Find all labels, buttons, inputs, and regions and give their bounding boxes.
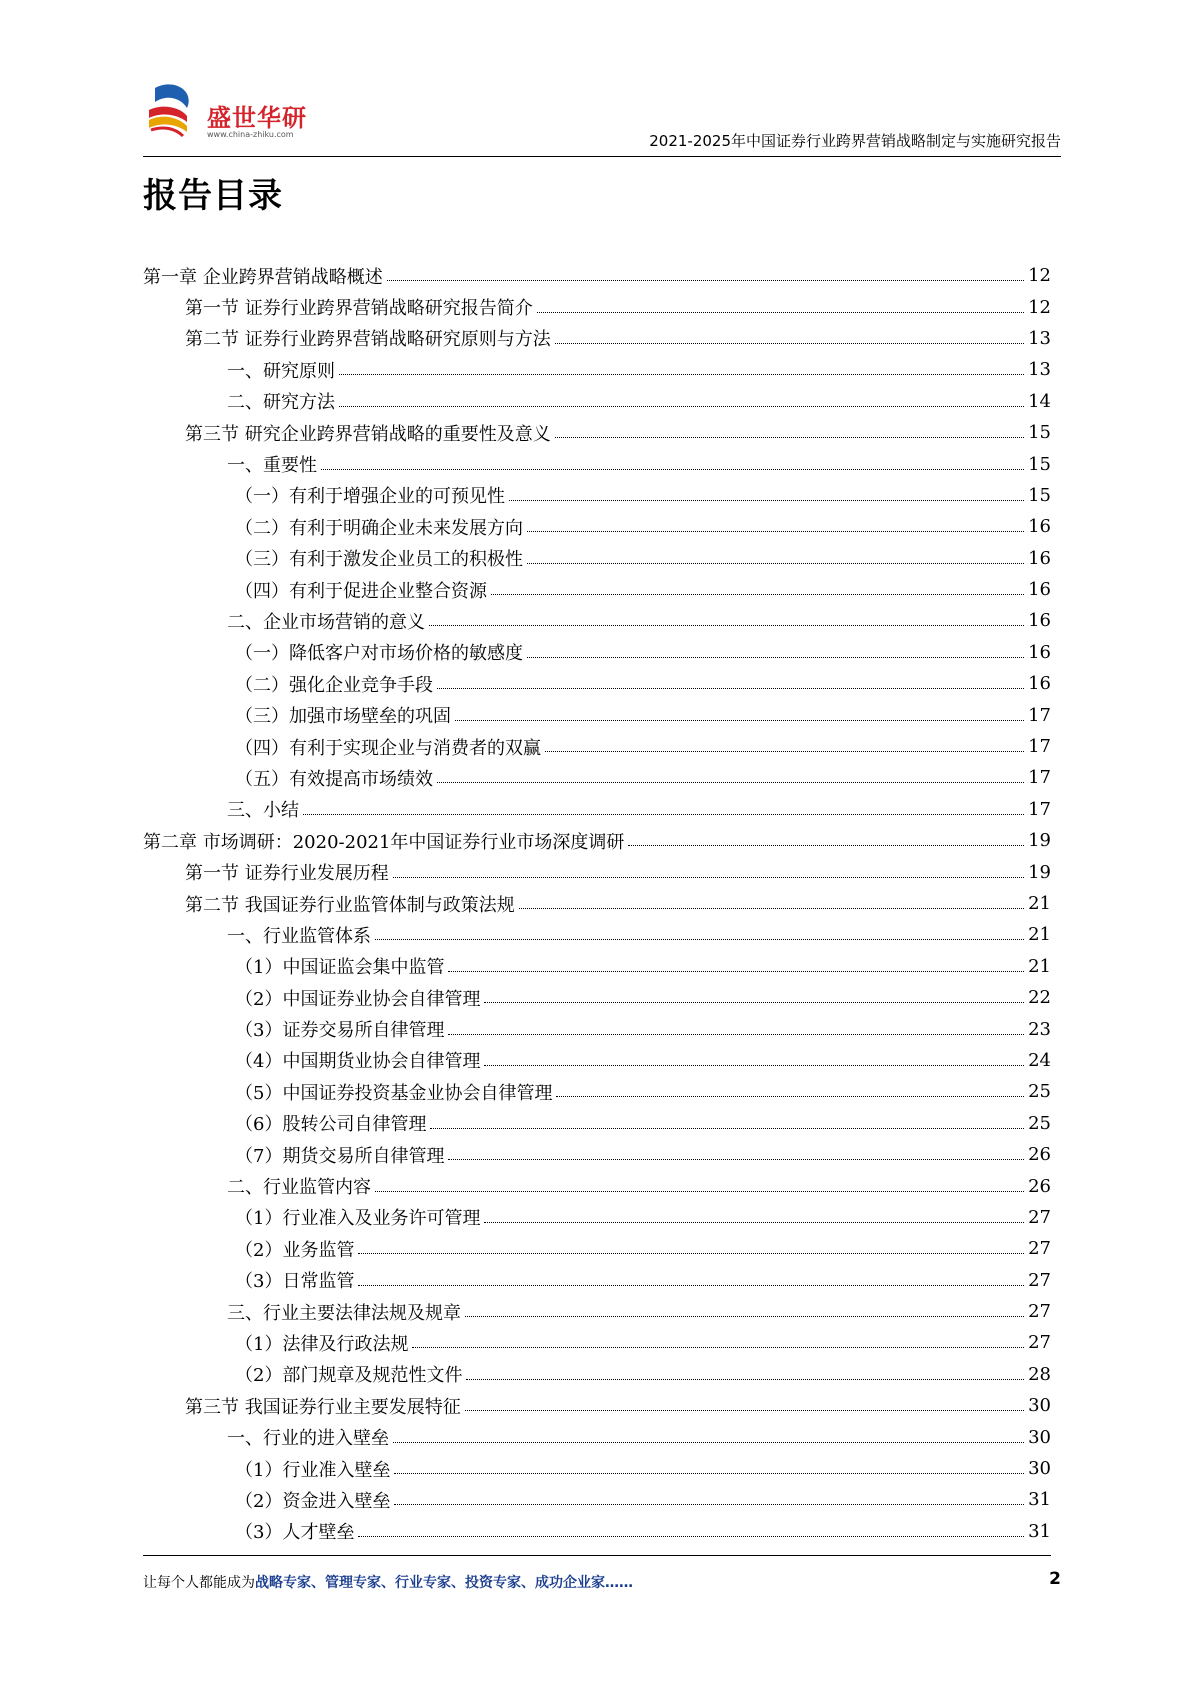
toc-entry[interactable] xyxy=(143,417,1051,448)
toc-entry[interactable] xyxy=(143,762,1051,793)
toc-entry-page: 19 xyxy=(1028,861,1051,883)
toc-entry-title: 第三节 我国证券行业主要发展特征 xyxy=(185,1396,461,1418)
toc-leader-dots xyxy=(375,939,1024,940)
toc-entry[interactable] xyxy=(143,1233,1051,1264)
toc-entry[interactable] xyxy=(143,825,1051,856)
toc-entry-page: 15 xyxy=(1028,484,1051,506)
toc-entry[interactable] xyxy=(143,354,1051,385)
toc-entry-title: （3）人才壁垒 xyxy=(235,1522,355,1544)
toc-entry[interactable] xyxy=(143,1359,1051,1390)
toc-entry-page: 17 xyxy=(1028,704,1051,726)
toc-entry[interactable] xyxy=(143,731,1051,762)
toc-entry-page: 21 xyxy=(1028,955,1051,977)
toc-leader-dots xyxy=(412,1347,1024,1348)
toc-entry-title: （2）部门规章及规范性文件 xyxy=(235,1365,463,1387)
toc-entry-page: 13 xyxy=(1028,359,1051,381)
toc-entry[interactable] xyxy=(143,1170,1051,1201)
toc-entry[interactable] xyxy=(143,1202,1051,1233)
toc-leader-dots xyxy=(509,500,1024,501)
toc-entry[interactable] xyxy=(143,919,1051,950)
toc-entry-page: 15 xyxy=(1028,422,1051,444)
toc-entry[interactable] xyxy=(143,637,1051,668)
toc-entry-page: 26 xyxy=(1028,1175,1051,1197)
toc-entry-title: （1）法律及行政法规 xyxy=(235,1333,409,1355)
toc-entry-page: 19 xyxy=(1028,830,1051,852)
toc-entry-title: 二、研究方法 xyxy=(227,392,335,414)
footer-slogan xyxy=(143,1572,633,1592)
toc-entry-page: 16 xyxy=(1028,516,1051,538)
toc-entry-page: 17 xyxy=(1028,798,1051,820)
toc-leader-dots xyxy=(556,1096,1024,1097)
footer-slogan-prefix: 让每个人都能成为 xyxy=(143,1575,255,1591)
toc-leader-dots xyxy=(527,657,1024,658)
toc-leader-dots xyxy=(484,1065,1024,1066)
toc-entry-page: 15 xyxy=(1028,453,1051,475)
toc-entry-title: （二）强化企业竞争手段 xyxy=(235,674,433,696)
toc-entry-page: 31 xyxy=(1028,1520,1051,1542)
toc-entry-title: 第一章 企业跨界营销战略概述 xyxy=(143,266,383,288)
toc-leader-dots xyxy=(448,971,1024,972)
logo-url: www.china-zhiku.com xyxy=(207,130,294,139)
toc-entry-page: 27 xyxy=(1028,1332,1051,1354)
toc-entry-title: 一、行业的进入壁垒 xyxy=(227,1428,389,1450)
toc-leader-dots xyxy=(527,563,1024,564)
toc-entry-page: 30 xyxy=(1028,1426,1051,1448)
toc-entry[interactable] xyxy=(143,1108,1051,1139)
toc-entry[interactable] xyxy=(143,260,1051,291)
page-title: 报告目录 xyxy=(143,176,283,216)
company-logo xyxy=(143,78,313,148)
page-number: 2 xyxy=(1049,1569,1061,1589)
report-title: 2021-2025年中国证券行业跨界营销战略制定与实施研究报告 xyxy=(649,132,1061,150)
toc-leader-dots xyxy=(437,688,1024,689)
toc-entry-title: （四）有利于实现企业与消费者的双赢 xyxy=(235,737,541,759)
toc-entry-page: 24 xyxy=(1028,1049,1051,1071)
toc-entry[interactable] xyxy=(143,1516,1051,1547)
toc-entry-title: （1）行业准入及业务许可管理 xyxy=(235,1208,481,1230)
toc-entry-title: 第三节 研究企业跨界营销战略的重要性及意义 xyxy=(185,423,551,445)
logo-name: 盛世华研 xyxy=(207,104,307,132)
toc-entry-title: （6）股转公司自律管理 xyxy=(235,1114,427,1136)
toc-leader-dots xyxy=(339,374,1024,375)
toc-leader-dots xyxy=(430,1128,1024,1129)
toc-entry-page: 21 xyxy=(1028,924,1051,946)
toc-entry-page: 25 xyxy=(1028,1112,1051,1134)
toc-entry[interactable] xyxy=(143,1265,1051,1296)
toc-leader-dots xyxy=(448,1034,1024,1035)
table-of-contents xyxy=(143,260,1051,1547)
toc-leader-dots xyxy=(375,1191,1024,1192)
toc-entry-title: （一）降低客户对市场价格的敏感度 xyxy=(235,643,523,665)
toc-entry-title: 一、研究原则 xyxy=(227,360,335,382)
toc-entry-title: 二、行业监管内容 xyxy=(227,1177,371,1199)
toc-entry[interactable] xyxy=(143,1327,1051,1358)
toc-entry-page: 16 xyxy=(1028,610,1051,632)
toc-entry[interactable] xyxy=(143,668,1051,699)
logo-emblem-icon xyxy=(143,80,205,142)
toc-entry-page: 23 xyxy=(1028,1018,1051,1040)
toc-leader-dots xyxy=(429,625,1024,626)
toc-entry-page: 27 xyxy=(1028,1238,1051,1260)
toc-entry-page: 16 xyxy=(1028,547,1051,569)
toc-entry[interactable] xyxy=(143,448,1051,479)
toc-entry[interactable] xyxy=(143,951,1051,982)
toc-leader-dots xyxy=(387,280,1024,281)
toc-leader-dots xyxy=(339,406,1024,407)
toc-leader-dots xyxy=(303,814,1024,815)
toc-entry-page: 12 xyxy=(1028,296,1051,318)
toc-entry-title: 二、企业市场营销的意义 xyxy=(227,611,425,633)
footer-divider xyxy=(143,1555,1051,1556)
toc-entry-title: （三）加强市场壁垒的巩固 xyxy=(235,706,451,728)
toc-entry-title: （3）证券交易所自律管理 xyxy=(235,1020,445,1042)
toc-entry[interactable] xyxy=(143,386,1051,417)
toc-leader-dots xyxy=(484,1002,1024,1003)
toc-leader-dots xyxy=(455,720,1024,721)
toc-leader-dots xyxy=(537,312,1024,313)
toc-leader-dots xyxy=(527,531,1024,532)
toc-entry-page: 14 xyxy=(1028,390,1051,412)
toc-leader-dots xyxy=(628,845,1024,846)
toc-entry-title: 一、重要性 xyxy=(227,455,317,477)
toc-leader-dots xyxy=(466,1379,1024,1380)
toc-entry[interactable] xyxy=(143,1139,1051,1170)
toc-entry-title: （5）中国证券投资基金业协会自律管理 xyxy=(235,1082,553,1104)
toc-entry-page: 16 xyxy=(1028,641,1051,663)
toc-entry-page: 21 xyxy=(1028,893,1051,914)
toc-entry[interactable] xyxy=(143,699,1051,730)
toc-leader-dots xyxy=(448,1159,1024,1160)
toc-entry[interactable] xyxy=(143,1421,1051,1452)
toc-entry[interactable] xyxy=(143,1484,1051,1515)
toc-entry[interactable] xyxy=(143,511,1051,542)
toc-entry-title: （三）有利于激发企业员工的积极性 xyxy=(235,549,523,571)
toc-entry[interactable] xyxy=(143,323,1051,354)
toc-leader-dots xyxy=(358,1253,1024,1254)
toc-entry[interactable] xyxy=(143,574,1051,605)
toc-leader-dots xyxy=(491,594,1024,595)
toc-entry-title: （1）中国证监会集中监管 xyxy=(235,957,445,979)
toc-entry-page: 13 xyxy=(1028,327,1051,349)
toc-entry-page: 16 xyxy=(1028,673,1051,695)
toc-entry-title: 第一节 证券行业跨界营销战略研究报告简介 xyxy=(185,298,533,320)
toc-entry-title: （2）中国证券业协会自律管理 xyxy=(235,988,481,1010)
toc-entry[interactable] xyxy=(143,856,1051,887)
toc-entry[interactable] xyxy=(143,1390,1051,1421)
toc-leader-dots xyxy=(555,437,1024,438)
toc-entry[interactable] xyxy=(143,480,1051,511)
toc-entry-page: 28 xyxy=(1028,1363,1051,1385)
toc-entry-page: 27 xyxy=(1028,1206,1051,1228)
toc-entry-page: 27 xyxy=(1028,1269,1051,1291)
toc-entry-title: 第二节 证券行业跨界营销战略研究原则与方法 xyxy=(185,329,551,351)
toc-entry-page: 16 xyxy=(1028,579,1051,601)
toc-entry-title: （二）有利于明确企业未来发展方向 xyxy=(235,517,523,539)
header-divider xyxy=(143,156,1061,157)
toc-entry-title: 第二章 市场调研：2020-2021年中国证券行业市场深度调研 xyxy=(143,831,625,853)
toc-entry[interactable] xyxy=(143,1076,1051,1107)
toc-entry-title: 第二节 我国证券行业监管体制与政策法规 xyxy=(185,894,515,916)
toc-entry-page: 25 xyxy=(1028,1081,1051,1103)
toc-leader-dots xyxy=(394,1473,1024,1474)
toc-entry[interactable] xyxy=(143,543,1051,574)
toc-entry[interactable] xyxy=(143,1453,1051,1484)
toc-leader-dots xyxy=(484,1222,1024,1223)
toc-entry[interactable] xyxy=(143,1296,1051,1327)
toc-entry[interactable] xyxy=(143,982,1051,1013)
toc-leader-dots xyxy=(555,343,1024,344)
toc-entry-title: （4）中国期货业协会自律管理 xyxy=(235,1051,481,1073)
toc-entry-title: （四）有利于促进企业整合资源 xyxy=(235,580,487,602)
toc-entry-title: 三、小结 xyxy=(227,800,299,822)
toc-leader-dots xyxy=(437,782,1024,783)
toc-entry[interactable] xyxy=(143,291,1051,322)
toc-entry-title: 一、行业监管体系 xyxy=(227,925,371,947)
toc-entry-page: 27 xyxy=(1028,1301,1051,1323)
toc-leader-dots xyxy=(465,1316,1024,1317)
toc-entry-title: 第一节 证券行业发展历程 xyxy=(185,863,389,885)
footer-slogan-highlight: 战略专家、管理专家、行业专家、投资专家、成功企业家…… xyxy=(255,1575,633,1591)
toc-leader-dots xyxy=(394,1504,1024,1505)
toc-entry-title: （2）资金进入壁垒 xyxy=(235,1490,391,1512)
toc-entry-title: （一）有利于增强企业的可预见性 xyxy=(235,486,505,508)
toc-entry-page: 30 xyxy=(1028,1458,1051,1480)
toc-entry-title: （五）有效提高市场绩效 xyxy=(235,768,433,790)
toc-leader-dots xyxy=(358,1536,1024,1537)
toc-entry-title: （2）业务监管 xyxy=(235,1239,355,1261)
toc-entry-title: （3）日常监管 xyxy=(235,1271,355,1293)
toc-entry-page: 30 xyxy=(1028,1395,1051,1417)
toc-entry-page: 31 xyxy=(1028,1489,1051,1511)
toc-entry-page: 17 xyxy=(1028,767,1051,789)
toc-leader-dots xyxy=(519,908,1024,909)
toc-leader-dots xyxy=(321,469,1024,470)
page-header xyxy=(143,78,1061,158)
toc-leader-dots xyxy=(545,751,1024,752)
toc-entry-page: 17 xyxy=(1028,736,1051,758)
toc-entry[interactable] xyxy=(143,1045,1051,1076)
toc-entry-title: （1）行业准入壁垒 xyxy=(235,1459,391,1481)
toc-leader-dots xyxy=(393,1442,1024,1443)
toc-leader-dots xyxy=(358,1285,1024,1286)
toc-entry[interactable] xyxy=(143,1013,1051,1044)
toc-entry-title: （7）期货交易所自律管理 xyxy=(235,1145,445,1167)
toc-entry[interactable] xyxy=(143,794,1051,825)
toc-entry-page: 12 xyxy=(1028,265,1051,287)
toc-entry-page: 22 xyxy=(1028,987,1051,1009)
toc-entry-title: 三、行业主要法律法规及规章 xyxy=(227,1302,461,1324)
toc-leader-dots xyxy=(465,1410,1024,1411)
toc-leader-dots xyxy=(393,877,1024,878)
toc-entry[interactable] xyxy=(143,888,1051,919)
toc-entry[interactable] xyxy=(143,605,1051,636)
toc-entry-page: 26 xyxy=(1028,1144,1051,1166)
